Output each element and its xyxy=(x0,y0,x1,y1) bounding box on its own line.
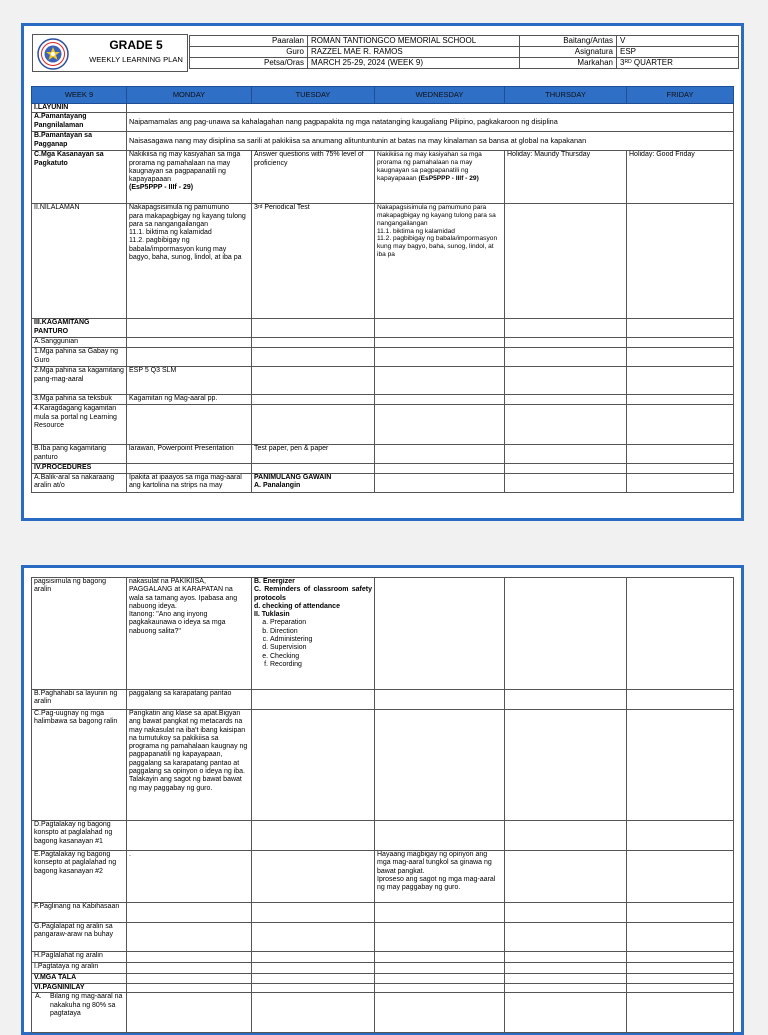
row-label-kasanayan-2: E.Pagtalakay ng bagong konsepto at paglalahad ng bagong kasanayan #2 xyxy=(32,851,127,903)
deped-seal-icon xyxy=(37,38,69,70)
kasanayan-2-wednesday: Hayaang magbigay ng opinyon ang mga mag-aaral tungkol sa ginawa ng bawat pangkat. Iproseso ang sagot ng mga mag-aaral ng may paggabay ng guro. xyxy=(375,851,505,903)
col-tuesday: TUESDAY xyxy=(252,87,375,104)
nilalaman-wednesday: Nakapagsisimula ng pamumuno para makapagbigay ng kayang tulong para sa nangangailangan 11.1. biktima ng kalamidad 11.2. pagbibigay ng babala/impormasyon kung may bagyo, baha, sunog, lindol, at iba pa xyxy=(375,204,505,319)
iba-pang-kagamitan-tuesday: Test paper, pen & paper xyxy=(252,445,375,464)
subject-label: Asignatura xyxy=(520,47,617,58)
date-value: MARCH 25-29, 2024 (WEEK 9) xyxy=(308,58,520,69)
section-layunin: I.LAYUNIN xyxy=(32,104,127,113)
teacher-value: RAZZEL MAE R. RAMOS xyxy=(308,47,520,58)
level-label: Baitang/Antas xyxy=(520,36,617,47)
school-value: ROMAN TANTIONGCO MEMORIAL SCHOOL xyxy=(308,36,520,47)
row-label-pagtataya: I.Pagtataya ng aralin xyxy=(32,963,127,974)
grade-title: GRADE 5 xyxy=(109,38,163,52)
section-pagninilay: VI.PAGNINILAY xyxy=(32,984,127,993)
section-procedures: IV.PROCEDURES xyxy=(32,464,127,473)
iba-pang-kagamitan-monday: larawan, Powerpoint Presentation xyxy=(127,445,252,464)
paghahabi-monday: paggalang sa karapatang pantao xyxy=(127,690,252,710)
row-label-bilang-80: A. Bilang ng mag-aaral na nakakuha ng 80% sa pagtataya xyxy=(32,993,127,1033)
plan-title: WEEKLY LEARNING PLAN xyxy=(89,55,183,64)
lesson-plan-table-2 xyxy=(31,577,734,1033)
kasanayan-2-monday: . xyxy=(127,851,252,903)
level-value: V xyxy=(617,36,739,47)
document-page-2 xyxy=(21,565,744,1035)
row-label-nilalaman: II.NILALAMAN xyxy=(32,204,127,319)
kasanayan-friday: Holiday: Good Friday xyxy=(627,151,734,204)
pamantayang-pangnilalaman-text: Naipamamalas ang pag-unawa sa kahalagahan nang pagpapakita ng mga natatanging kaugaliang Pilipino, pagkakaroon ng disiplina xyxy=(127,113,734,132)
row-label-kasanayan-1: D.Pagtalakay ng bagong konspto at paglalahad ng bagong kasanayan #1 xyxy=(32,821,127,851)
section-kagamitang-panturo: III.KAGAMITANG PANTURO xyxy=(32,319,127,338)
teacher-label: Guro xyxy=(190,47,308,58)
row-label-paglinang: F.Paglinang na Kabihasaan xyxy=(32,903,127,923)
row-label-kasanayan: C.Mga Kasanayan sa Pagkatuto xyxy=(32,151,127,204)
kasanayan-monday: Nakikiisa ng may kasiyahan sa mga prorama ng pamahalaan na may kaugnayan sa pagpapanatili ng kapayapaaan (EsP5PPP - IIIf - 29) xyxy=(127,151,252,204)
row-label-pamantayang-pangnilalaman: A.Pamantayang Pangnilalaman xyxy=(32,113,127,132)
tuklasin-steps-list: a. Preparation b. Direction c. Administering d. Supervision e. Checking f. Recording xyxy=(254,619,372,669)
row-label-balik-aral: A.Balik-aral sa nakaraang aralin at/o xyxy=(32,473,127,492)
subject-value: ESP xyxy=(617,47,739,58)
nilalaman-tuesday: 3rd Periodical Test xyxy=(252,204,375,319)
pagsisimula-tuesday: B. Energizer C. Reminders of classroom safety protocols d. checking of attendance II. Tuklasin a. Preparation b. Direction c. Administering d. Supervision e. Checking f. Recording xyxy=(252,578,375,690)
row-label-kagamitang-pang-mag-aaral: 2.Mga pahina sa kagamitang pang-mag-aaral xyxy=(32,367,127,395)
quarter-label: Markahan xyxy=(520,58,617,69)
row-label-karagdagang-kagamitan: 4.Karagdagang kagamitan mula sa portal ng Learning Resource xyxy=(32,405,127,445)
balik-aral-monday: Ipakita at ipaayos sa mga mag-aaral ang kartolina na strips na may xyxy=(127,473,252,492)
row-label-paghahabi: B.Paghahabi sa layunin ng aralin xyxy=(32,690,127,710)
row-label-pagsisimula: pagsisimula ng bagong aralin xyxy=(32,578,127,690)
kasanayan-thursday: Holiday: Maundy Thursday xyxy=(505,151,627,204)
row-label-gabay-ng-guro: 1.Mga pahina sa Gabay ng Guro xyxy=(32,348,127,367)
pamantayan-sa-pagganap-text: Naisasagawa nang may disiplina sa sarili at pakikiisa sa anumang alituntuntunin at batas na may kinalaman sa bansa at global na kapakanan xyxy=(127,132,734,151)
pag-uugnay-monday: Pangkatin ang klase sa apat.Bigyan ang bawat pangkat ng metacards na may nakasulat na iba't ibang kaisipan na tumutukoy sa pakikiisa sa programa ng pamahalaan kaugnay ng pagpapanatili ng kapayapaan, paggalang sa karapatang pantao at paggalang sa opinyon o ideya ng iba. Talakayin ang sagot ng bawat bawat ng may paggabay ng guro. xyxy=(127,710,252,821)
date-label: Petsa/Oras xyxy=(190,58,308,69)
col-week: WEEK 9 xyxy=(32,87,127,104)
kagamitang-pang-mag-aaral-monday: ESP 5 Q3 SLM xyxy=(127,367,252,395)
row-label-pag-uugnay: C.Pag-uugnay ng mga halimbawa sa bagong ralin xyxy=(32,710,127,821)
school-info-table xyxy=(189,35,739,69)
day-header-row xyxy=(32,87,734,104)
row-label-sanggunian: A.Sanggunian xyxy=(32,338,127,348)
row-label-iba-pang-kagamitan: B.Iba pang kagamitang panturo xyxy=(32,445,127,464)
teksbuk-monday: Kagamitan ng Mag-aaral pp. xyxy=(127,395,252,405)
section-mga-tala: V.MGA TALA xyxy=(32,974,127,984)
kasanayan-wednesday: Nakikiisa ng may kasiyahan sa mga prorama ng pamahalaan na may kaugnayan sa pagpapanatili ng kapayapaaan (EsP5PPP - IIIf - 29) xyxy=(375,151,505,204)
row-label-paglalapat: G.Paglalapat ng aralin sa pangaraw-araw na buhay xyxy=(32,923,127,952)
lesson-plan-table-1 xyxy=(31,86,734,493)
quarter-value: 3RD QUARTER xyxy=(617,58,739,69)
balik-aral-tuesday: PANIMULANG GAWAIN A. Panalangin xyxy=(252,473,375,492)
row-label-paglalahat: H.Paglalahat ng aralin xyxy=(32,952,127,963)
school-label: Paaralan xyxy=(190,36,308,47)
col-monday: MONDAY xyxy=(127,87,252,104)
col-wednesday: WEDNESDAY xyxy=(375,87,505,104)
kasanayan-tuesday: Answer questions with 75% level of proficiency xyxy=(252,151,375,204)
nilalaman-monday: Nakapagsisimula ng pamumuno para makapagbigay ng kayang tulong para sa nangangailangan 11.1. biktima ng kalamidad 11.2. pagbibigay ng babala/impormasyon kung may bagyo, baha, sunog, lindol, at iba pa xyxy=(127,204,252,319)
col-thursday: THURSDAY xyxy=(505,87,627,104)
pagsisimula-monday: nakasulat na PAKIKIISA, PAGGALANG at KARAPATAN na wala sa tamang ayos. Ipabasa ang nabuong ideya. Itanong: "Ano ang inyong pagkakaunawa o ideya sa mga nabuong salita?" xyxy=(127,578,252,690)
document-page-1 xyxy=(21,23,744,521)
col-friday: FRIDAY xyxy=(627,87,734,104)
row-label-pamantayan-sa-pagganap: B.Pamantayan sa Pagganap xyxy=(32,132,127,151)
row-label-teksbuk: 3.Mga pahina sa teksbuk xyxy=(32,395,127,405)
